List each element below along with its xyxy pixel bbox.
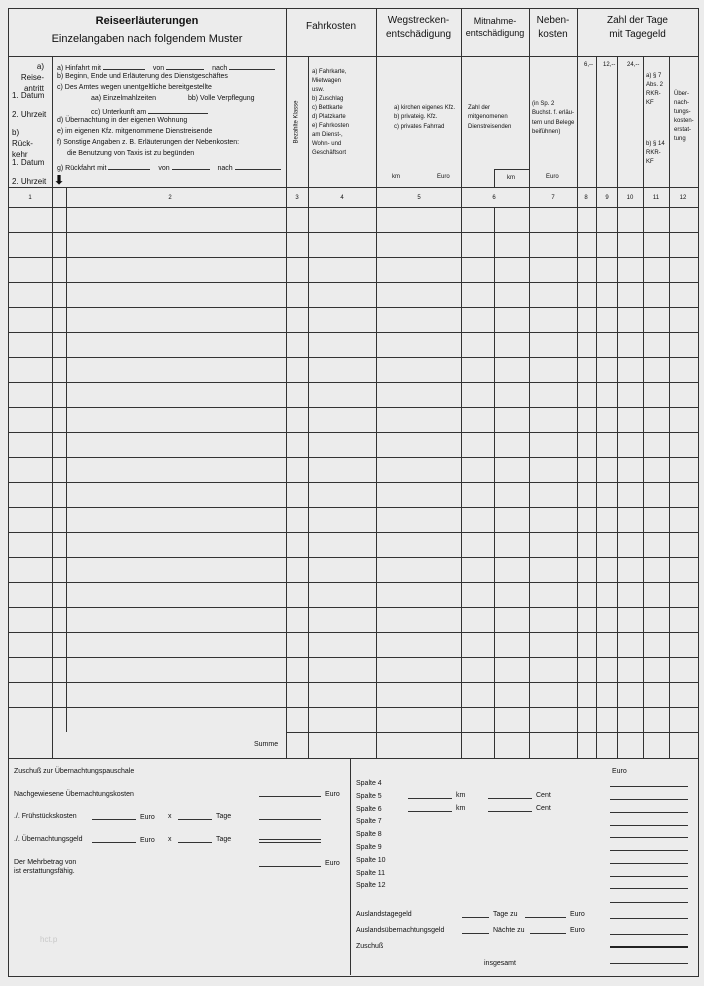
legend-amtes: c) Des Amtes wegen unentgeltliche bereitgestellte xyxy=(57,84,212,91)
mehrbetrag-field[interactable] xyxy=(259,866,321,867)
euro-result-field[interactable] xyxy=(610,918,688,919)
column-number-10: 10 xyxy=(626,195,634,201)
euro-result-field[interactable] xyxy=(610,786,688,787)
legend-uebernachtung: d) Übernachtung in der eigenen Wohnung xyxy=(57,117,188,124)
euro-label-3: Euro xyxy=(140,837,155,844)
zuschuss-label: Zuschuß xyxy=(356,943,384,950)
legend-sonstige: f) Sonstige Angaben z. B. Erläuterungen der Nebenkosten: xyxy=(57,139,240,146)
euro-result-field[interactable] xyxy=(610,863,688,864)
spalte-label: Spalte 8 xyxy=(356,831,382,839)
label-uhrzeit-2b: 2. Uhrzeit xyxy=(12,177,47,186)
euro-result-field[interactable] xyxy=(610,812,688,813)
column-number-2: 2 xyxy=(168,195,172,201)
spalte-label: Spalte 4 xyxy=(356,780,382,787)
spalte-label: Spalte 10 xyxy=(356,856,386,864)
spalte-label: Spalte 5 xyxy=(356,792,382,800)
column-number-6: 6 xyxy=(492,195,496,201)
uebernachtungsgeld-label: ./. Übernachtungsgeld xyxy=(14,836,83,843)
km-label-5: km xyxy=(456,792,466,799)
uebernachtungsgeld-tage-field[interactable] xyxy=(178,842,212,843)
label-kfz-list: a) kirchen eigenes Kfz. b) privateig. Kfz. c) privates Fahrrad xyxy=(394,105,456,130)
euro-result-field[interactable] xyxy=(610,934,688,935)
legend-beginn: b) Beginn, Ende und Erläuterung des Dienstgeschäftes xyxy=(57,73,228,80)
watermark: hct.p xyxy=(40,935,58,944)
label-par14: b) § 14 RKR- KF xyxy=(646,141,665,165)
table-row-line xyxy=(8,432,698,433)
table-row-line xyxy=(8,332,698,333)
header-mitnahme: Mitnahme- entschädigung xyxy=(465,16,525,39)
column-number-11: 11 xyxy=(652,195,660,201)
uebernachtungsgeld-euro-field[interactable] xyxy=(92,842,136,843)
euro-result-field[interactable] xyxy=(610,888,688,889)
x-label-1: x xyxy=(168,813,172,820)
column-number-4: 4 xyxy=(340,195,344,201)
col-line-1-sub xyxy=(52,187,53,758)
spalte-label: Spalte 6 xyxy=(356,805,382,813)
label-nebenkosten-note: (in Sp. 2 Buchst. f. erläu- tern und Belege beifühnen) xyxy=(532,101,575,135)
spalte-label: Spalte 11 xyxy=(356,869,386,877)
table-row-line xyxy=(8,457,698,458)
euro-result-field[interactable] xyxy=(610,837,688,838)
auslandsuebernachtung-field[interactable] xyxy=(462,933,489,934)
label-fahrkarte-list: a) Fahrkarte, Mietwagen usw. b) Zuschlag c) Bettkarte d) Platzkarte e) Fahrkosten am Dienst-, Wohn- und Geschäftsort xyxy=(312,69,350,156)
label-12: 12,-- xyxy=(603,62,616,68)
fruehstueck-result-field[interactable] xyxy=(259,819,321,820)
auslandstagegeld-field[interactable] xyxy=(462,917,489,918)
euro-label-6: Euro xyxy=(570,927,585,934)
summe-label: Summe xyxy=(254,741,279,748)
spalte5-cent-field[interactable] xyxy=(488,798,532,799)
euro-label-5: Euro xyxy=(570,911,585,918)
table-row-line xyxy=(8,282,698,283)
nachgewiesen-label: Nachgewiesene Übernachtungskosten xyxy=(14,791,134,798)
tage-zu-field[interactable] xyxy=(525,917,566,918)
table-row-line xyxy=(8,532,698,533)
colnum-bottom-line xyxy=(8,207,698,208)
table-row-line xyxy=(8,657,698,658)
table-row-line xyxy=(8,507,698,508)
label-datum-1b: 1. Datum xyxy=(12,158,45,167)
legend-einzelmahlzeiten: aa) Einzelmahlzeiten xyxy=(91,95,156,102)
header-wegstrecken: Wegstrecken- entschädigung xyxy=(385,15,452,40)
table-row-line xyxy=(8,557,698,558)
euro-result-field[interactable] xyxy=(610,799,688,800)
column-number-5: 5 xyxy=(417,195,421,201)
arrow-down-icon: ⬇ xyxy=(54,173,65,187)
uebernachtungsgeld-result-field[interactable] xyxy=(259,839,321,843)
spalte5-km-field[interactable] xyxy=(408,798,452,799)
euro-label-4: Euro xyxy=(325,860,340,867)
auslandsuebernachtungsgeld-label: Auslandsübernachtungsgeld xyxy=(356,927,445,934)
form-title: Reiseerläuterungen xyxy=(95,15,199,27)
form-subtitle: Einzelangaben nach folgendem Muster xyxy=(51,33,243,45)
legend-hinfahrt: a) Hinfahrt mit von nach xyxy=(57,62,275,72)
zuschuss-result-field[interactable] xyxy=(610,946,688,948)
euro-result-field[interactable] xyxy=(610,902,688,903)
spalte-label: Spalte 9 xyxy=(356,844,382,851)
header-zahl-der-tage: Zahl der Tage mit Tagegeld xyxy=(607,15,668,40)
zuschuss-heading: Zuschuß zur Übernachtungspauschale xyxy=(14,768,135,775)
km-label-6: km xyxy=(456,805,466,812)
naechte-zu-label: Nächte zu xyxy=(493,927,525,934)
label-datum-1: 1. Datum xyxy=(12,91,45,100)
naechte-zu-field[interactable] xyxy=(530,933,566,934)
legend-taxis: die Benutzung von Taxis ist zu begünden xyxy=(67,150,195,157)
euro-result-field[interactable] xyxy=(610,850,688,851)
fruehstueck-euro-field[interactable] xyxy=(92,819,136,820)
spalte-label: Spalte 12 xyxy=(356,882,386,890)
legend-rueckfahrt: g) Rückfahrt mit von nach xyxy=(57,162,281,172)
label-24: 24,-- xyxy=(627,62,640,68)
bottom-section-top xyxy=(8,758,698,759)
table-row-line xyxy=(286,732,698,733)
table-row-line xyxy=(8,682,698,683)
column-number-3: 3 xyxy=(295,195,299,201)
label-6: 6,-- xyxy=(584,62,593,68)
legend-unterkunft: cc) Unterkunft am xyxy=(91,106,208,116)
label-bezahlte-klasse: Bezahlte Klasse xyxy=(294,100,300,144)
label-euro-2: Euro xyxy=(546,174,559,180)
fruehstueck-tage-field[interactable] xyxy=(178,819,212,820)
column-number-7: 7 xyxy=(551,195,555,201)
table-row-line xyxy=(8,232,698,233)
spalte6-km-field[interactable] xyxy=(408,811,452,812)
table-row-line xyxy=(8,382,698,383)
header-neben: Neben- kosten xyxy=(536,15,570,40)
label-km-2: km xyxy=(507,175,515,181)
label-rueckkehr: b) Rück- kehr xyxy=(12,128,33,159)
spalte-label: Spalte 7 xyxy=(356,818,382,826)
header-fahrkosten: Fahrkosten xyxy=(305,21,357,32)
column-number-12: 12 xyxy=(679,195,687,201)
bottom-divider xyxy=(350,758,351,975)
legend-left-divider xyxy=(52,56,53,187)
auslandstagegeld-label: Auslandstagegeld xyxy=(356,911,412,918)
x-label-2: x xyxy=(168,836,172,843)
tage-label-1: Tage xyxy=(216,813,232,820)
column-number-9: 9 xyxy=(605,195,609,201)
euro-result-field[interactable] xyxy=(610,963,688,964)
nachgewiesen-field[interactable] xyxy=(259,796,321,797)
table-row-line xyxy=(8,632,698,633)
table-row-line xyxy=(8,257,698,258)
table-row-line xyxy=(8,707,698,708)
column-number-8: 8 xyxy=(584,195,588,201)
table-row-line xyxy=(8,407,698,408)
table-row-line xyxy=(8,482,698,483)
table-row-line xyxy=(8,607,698,608)
col-line-7-8 xyxy=(577,8,578,758)
euro-label-2: Euro xyxy=(140,814,155,821)
insgesamt-label: insgesamt xyxy=(484,960,516,967)
cent-label-6: Cent xyxy=(536,805,551,812)
subheader-bottom-line xyxy=(8,187,698,188)
table-row-line xyxy=(8,582,698,583)
label-km: km xyxy=(392,174,400,180)
col-line-6-7 xyxy=(529,8,530,758)
header-bottom-line xyxy=(8,56,698,57)
cent-label-5: Cent xyxy=(536,792,551,799)
tage-zu-label: Tage zu xyxy=(493,911,518,918)
euro-label-1: Euro xyxy=(325,791,340,798)
label-euro: Euro xyxy=(437,174,450,180)
label-reiseantritt: a) Reise- antritt xyxy=(20,62,44,93)
euro-header: Euro xyxy=(612,768,627,775)
label-uebernachtungskosten: Über- nach- tungs- kosten- erstat- tung xyxy=(674,91,694,142)
tage-label-2: Tage xyxy=(216,836,232,843)
label-par7: a) § 7 Abs. 2 RKR- KF xyxy=(646,73,664,106)
table-row-line xyxy=(8,357,698,358)
legend-verpflegung: bb) Volle Verpflegung xyxy=(188,95,255,102)
label-uhrzeit-2: 2. Uhrzeit xyxy=(12,110,47,119)
euro-result-field[interactable] xyxy=(610,825,688,826)
legend-mitgenommene: e) im eigenen Kfz. mitgenommene Dienstreisende xyxy=(57,128,213,135)
col-line-4-5 xyxy=(376,8,377,758)
spalte6-cent-field[interactable] xyxy=(488,811,532,812)
column-number-1: 1 xyxy=(28,195,32,201)
label-mitgenommene: Zahl der mitgenomenen Dienstreisenden xyxy=(468,105,512,130)
col-line-1-2 xyxy=(66,187,67,732)
euro-result-field[interactable] xyxy=(610,876,688,877)
fruehstueck-label: ./. Frühstückskosten xyxy=(14,813,77,820)
table-row-line xyxy=(8,307,698,308)
mehrbetrag-label: Der Mehrbetrag von ist erstattungsfähig. xyxy=(14,859,77,876)
col-line-5-6 xyxy=(461,8,462,758)
